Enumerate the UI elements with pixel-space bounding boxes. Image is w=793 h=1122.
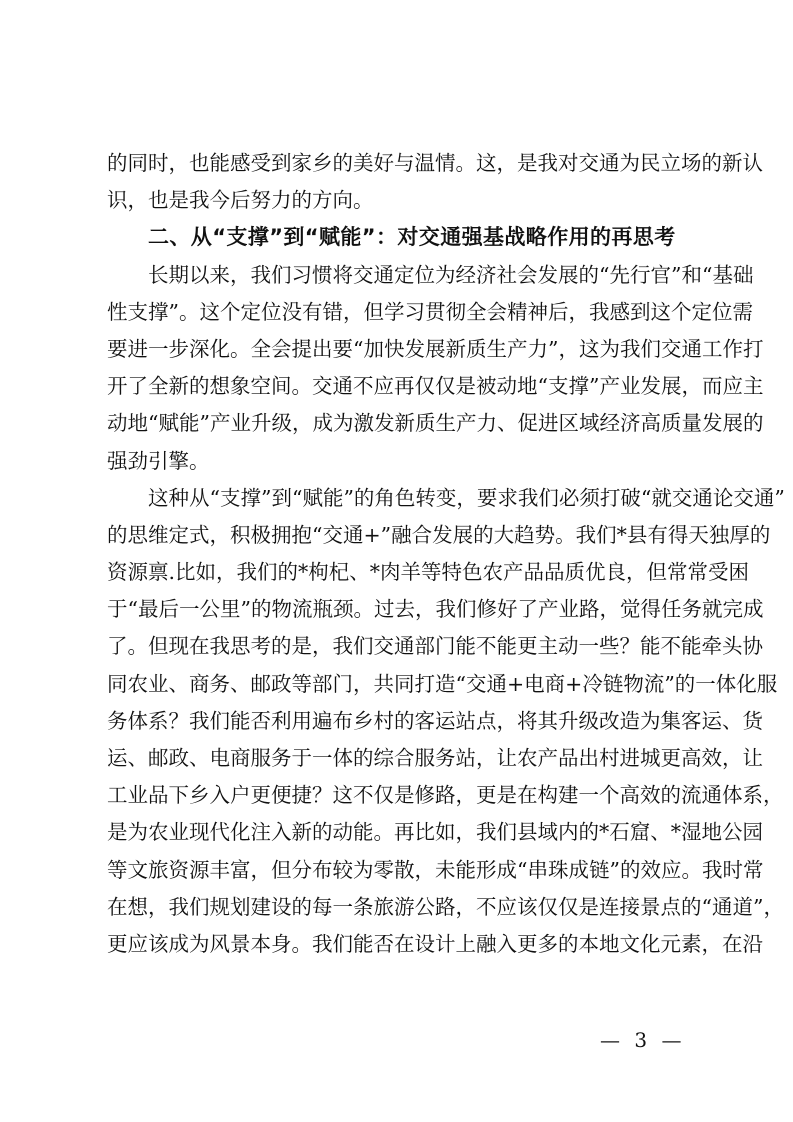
paragraph-line: 在想，我们规划建设的每一条旅游公路，不应该仅仅是连接景点的“通道”，	[107, 894, 784, 919]
paragraph-line: 同农业、商务、邮政等部门，共同打造“交通+电商+冷链物流”的一体化服	[107, 671, 778, 696]
paragraph-line: 识，也是我今后努力的方向。	[107, 188, 374, 213]
paragraph-line: 了。但现在我思考的是，我们交通部门能不能更主动一些？能不能牵头协	[107, 634, 763, 659]
section-heading: 二、从“支撑”到“赋能”：对交通强基战略作用的再思考	[148, 225, 676, 250]
paragraph-line: 务体系？我们能否利用遍布乡村的客运站点，将其升级改造为集客运、货	[107, 708, 763, 733]
paragraph-line: 动地“赋能”产业升级，成为激发新质生产力、促进区域经济高质量发展的	[107, 411, 764, 436]
page-number: — 3 —	[600, 1028, 686, 1052]
paragraph-line: 性支撑”。这个定位没有错，但学习贯彻全会精神后，我感到这个定位需	[107, 299, 753, 324]
paragraph-line: 的思维定式，积极拥抱“交通+”融合发展的大趋势。我们*县有得天独厚的	[107, 522, 771, 547]
paragraph-line: 等文旅资源丰富，但分布较为零散，未能形成“串珠成链”的效应。我时常	[107, 857, 764, 882]
paragraph-line: 强劲引擎。	[107, 448, 210, 473]
paragraph-line: 长期以来，我们习惯将交通定位为经济社会发展的“先行官”和“基础	[148, 262, 754, 287]
paragraph-line: 运、邮政、电商服务于一体的综合服务站，让农产品出村进城更高效，让	[107, 746, 763, 770]
paragraph-line: 的同时，也能感受到家乡的美好与温情。这，是我对交通为民立场的新认	[107, 151, 763, 175]
paragraph-line: 这种从“支撑”到“赋能”的角色转变，要求我们必须打破“就交通论交通”	[148, 485, 785, 510]
paragraph-line: 要进一步深化。全会提出要“加快发展新质生产力”，这为我们交通工作打	[107, 336, 764, 361]
paragraph-line: 资源禀.比如，我们的*枸杞、*肉羊等特色农产品品质优良，但常常受困	[107, 560, 750, 585]
paragraph-line: 是为农业现代化注入新的动能。再比如，我们县域内的*石窟、*湿地公园	[107, 820, 763, 845]
paragraph-line: 于“最后一公里”的物流瓶颈。过去，我们修好了产业路，觉得任务就完成	[107, 597, 764, 622]
paragraph-line: 更应该成为风景本身。我们能否在设计上融入更多的本地文化元素，在沿	[107, 931, 763, 956]
paragraph-line: 工业品下乡入户更便捷？这不仅是修路，更是在构建一个高效的流通体系，	[107, 783, 784, 808]
document-body	[107, 145, 785, 963]
paragraph-line: 开了全新的想象空间。交通不应再仅仅是被动地“支撑”产业发展，而应主	[107, 374, 764, 399]
